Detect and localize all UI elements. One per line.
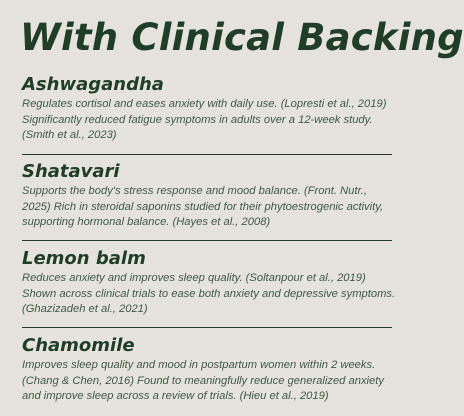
herb-description: Improves sleep quality and mood in postpartum women within 2 weeks. (Chang & Chen, 2016) Found to meaningfully reduce generalized anxiety and improve sleep across a review of trials. (Hieu et al., 2019) xyxy=(22,359,384,403)
herb-section-chamomile xyxy=(22,334,396,405)
herb-name: Ashwagandha xyxy=(22,74,164,95)
herb-description: Supports the body's stress response and mood balance. (Front. Nutr., 2025) Rich in steroidal saponins studied for their phytoestrogenic activity, supporting hormonal balance. (Hayes et al., 2008) xyxy=(22,185,384,229)
herb-section-shatavari xyxy=(22,160,396,231)
herb-name: Shatavari xyxy=(22,161,120,182)
section-divider xyxy=(22,154,392,155)
herb-name: Chamomile xyxy=(22,335,135,356)
herb-name: Lemon balm xyxy=(22,248,146,269)
herb-section-ashwagandha xyxy=(22,73,396,144)
herb-section-lemon-balm xyxy=(22,247,396,318)
herb-description: Reduces anxiety and improves sleep quality. (Soltanpour et al., 2019) Shown across clinical trials to ease both anxiety and depressive symptoms. (Ghazizadeh et al., 2021) xyxy=(22,272,396,316)
herb-description: Regulates cortisol and eases anxiety with daily use. (Lopresti et al., 2019) Significantly reduced fatigue symptoms in adults over a 12-week study. (Smith et al., 2023) xyxy=(22,98,387,142)
page-title: With Clinical Backing xyxy=(20,16,464,59)
section-divider xyxy=(22,240,392,241)
section-divider xyxy=(22,327,392,328)
